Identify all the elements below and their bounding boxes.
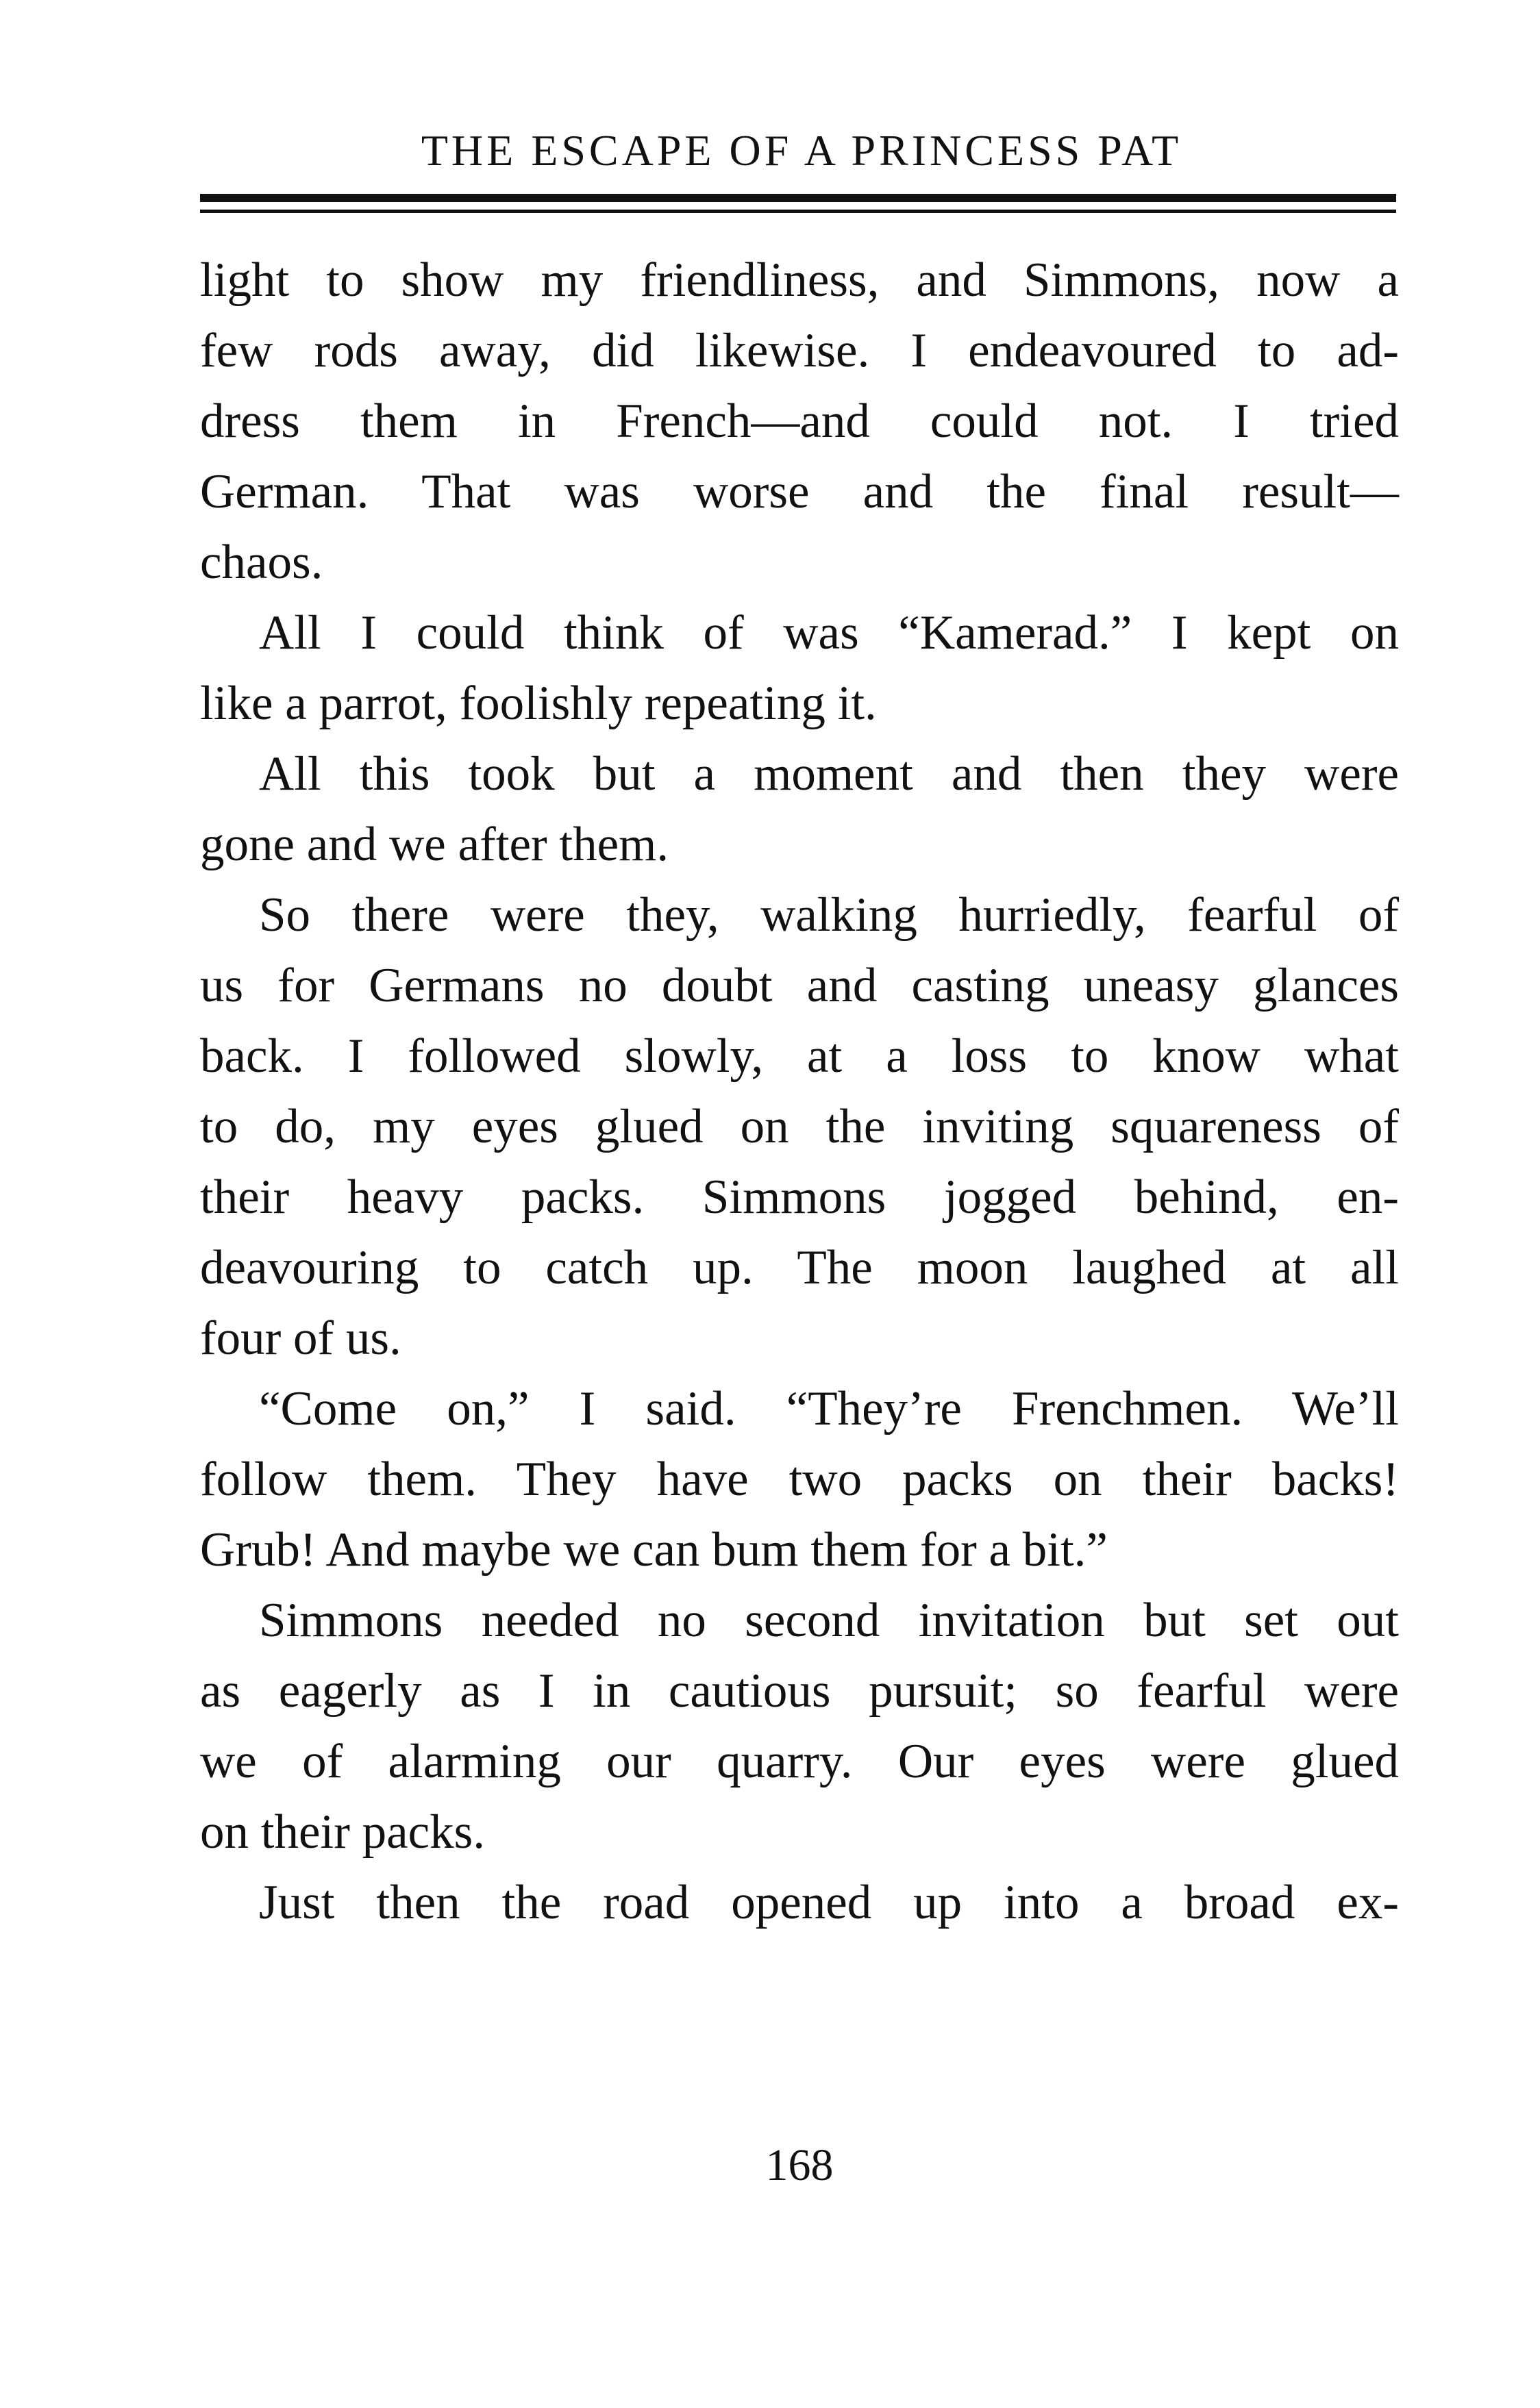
text-line: Simmons needed no second invitation but set out [259,1594,1399,1647]
header-rule-thick [200,194,1396,202]
text-line: as eagerly as I in cautious pursuit; so fearful were [200,1664,1399,1718]
text-line: follow them. They have two packs on their backs! [200,1453,1399,1506]
text-line: Grub! And maybe we can bum them for a bit.” [200,1523,1108,1577]
text-line: All this took but a moment and then they were [259,747,1399,801]
running-head-title: THE ESCAPE OF A PRINCESS PAT [421,126,1182,175]
text-line: dress them in French—and could not. I tried [200,394,1399,448]
text-line: back. I followed slowly, at a loss to know what [200,1029,1399,1083]
header-rule-thin [200,210,1396,213]
text-line: gone and we after them. [200,818,669,871]
text-line: us for Germans no doubt and casting uneasy glances [200,959,1399,1012]
text-line: to do, my eyes glued on the inviting squareness of [200,1100,1399,1153]
text-line: we of alarming our quarry. Our eyes were glued [200,1735,1399,1788]
text-line: So there were they, walking hurriedly, fearful of [259,888,1399,942]
text-line: “Come on,” I said. “They’re Frenchmen. We’ll [259,1382,1399,1435]
text-line: four of us. [200,1312,401,1365]
text-line: chaos. [200,536,323,589]
text-line: few rods away, did likewise. I endeavoured to ad- [200,324,1399,377]
text-line: German. That was worse and the final result— [200,465,1399,518]
text-line: light to show my friendliness, and Simmons, now a [200,253,1399,307]
page-number: 168 [765,2140,834,2190]
text-line: their heavy packs. Simmons jogged behind, en- [200,1170,1399,1224]
body-text [200,245,1399,1938]
text-line: All I could think of was “Kamerad.” I kept on [259,606,1399,660]
text-line: like a parrot, foolishly repeating it. [200,677,877,730]
text-line: Just then the road opened up into a broad ex- [259,1876,1399,1929]
text-line: deavouring to catch up. The moon laughed at all [200,1241,1399,1294]
text-line: on their packs. [200,1805,486,1859]
